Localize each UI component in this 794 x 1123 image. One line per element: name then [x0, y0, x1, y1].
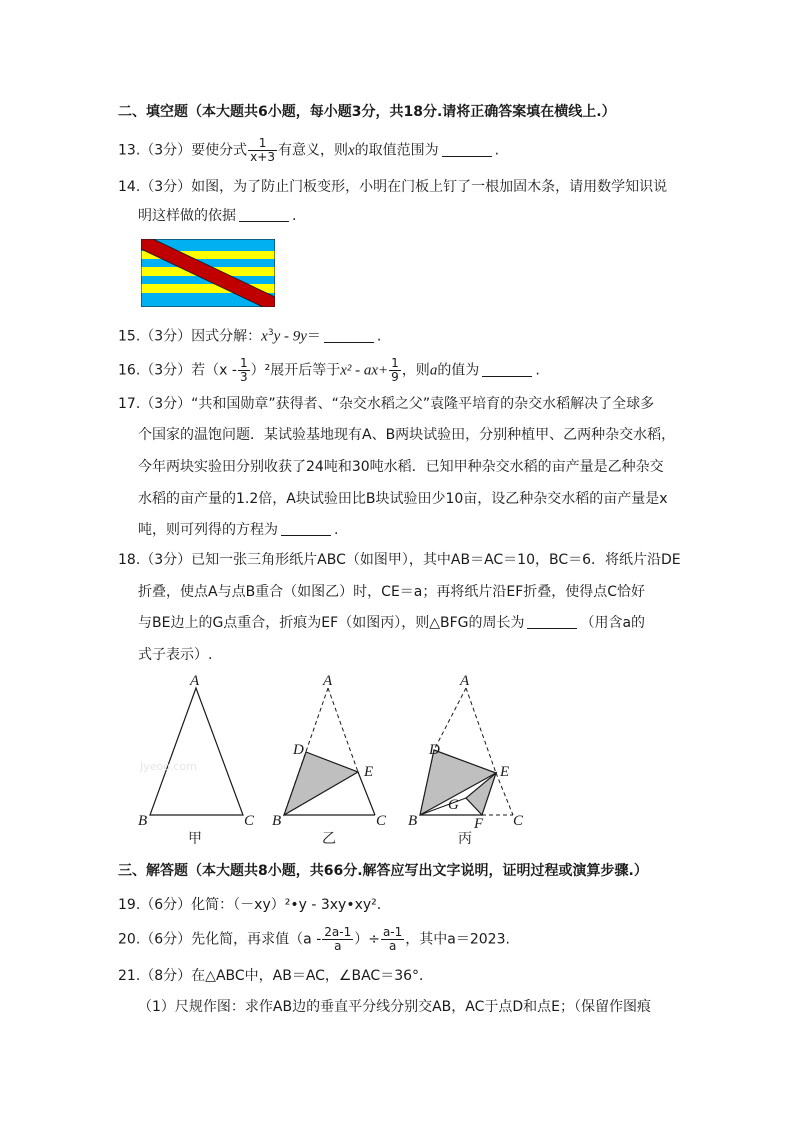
- label-a: A: [323, 673, 333, 689]
- question-17-line1: 17.（3分）“共和国勋章”获得者、“杂交水稻之父”袁隆平培育的杂交水稻解决了全球多: [118, 396, 655, 412]
- question-15: 15.（3分）因式分解：$x^3y - 9y=$ .: [118, 328, 382, 345]
- question-17-line4: 水稻的亩产量的1.2倍，A块试验田比B块试验田少10亩，设乙种杂交水稻的亩产量是x: [138, 491, 668, 507]
- label-b: B: [272, 813, 282, 829]
- answer-blank: [239, 207, 289, 222]
- label-e: E: [364, 764, 374, 780]
- folded-region: [284, 752, 358, 815]
- label-c: C: [513, 813, 524, 829]
- section-title: 二、填空题（本大题共6小题，每小题3分，共18分.请将正确答案填在横线上.）: [118, 104, 616, 120]
- caption-yi: 乙: [322, 831, 336, 847]
- question-18-line1: 18.（3分）已知一张三角形纸片ABC（如图甲），其中AB＝AC＝10，BC＝6．将纸片沿DE: [118, 552, 681, 568]
- question-16: 16.（3分）若（x - $\frac{1}{3}$ ）²展开后等于x² - ax+ $\frac{1}{9}$ ，则a的值为 .: [118, 356, 540, 384]
- label-d: D: [293, 742, 304, 758]
- question-19: 19.（6分）化简：（－xy）²•y - 3xy•xy².: [118, 897, 382, 913]
- fraction: $\frac{1}{x+3}$: [250, 136, 275, 164]
- label-c: C: [244, 813, 255, 829]
- section-title: 三、解答题（本大题共8小题，共66分.解答应写出文字说明，证明过程或演算步骤.）: [118, 863, 648, 879]
- answer-blank: [482, 362, 532, 377]
- question-13: 13.（3分）要使分式 $\frac{1}{x+3}$ 有意义，则x的取值范围为 .: [118, 136, 500, 164]
- question-17-line3: 今年两块实验田分别收获了24吨和30吨水稻．已知甲种杂交水稻的亩产量是乙种杂交: [138, 459, 664, 475]
- label-b: B: [138, 813, 148, 829]
- question-21-line1: 21.（8分）在△ABC中，AB＝AC，∠BAC＝36°．: [118, 968, 434, 984]
- caption-bing: 丙: [458, 831, 472, 847]
- question-14-line2: 明这样做的依据 .: [138, 208, 297, 224]
- label-b: B: [408, 813, 418, 829]
- label-d: D: [429, 742, 440, 758]
- answer-blank: [324, 328, 374, 343]
- door-figure: [141, 239, 275, 307]
- label-e: E: [500, 764, 510, 780]
- label-a: A: [190, 673, 200, 689]
- question-20: 20.（6分）先化简，再求值（a - $\frac{2a-1}{a}$ ）÷ $\frac{a-1}{a}$ ，其中a＝2023.: [118, 925, 510, 953]
- question-18-line2: 折叠，使点A与点B重合（如图乙）时，CE＝a；再将纸片沿EF折叠，使得点C恰好: [138, 584, 646, 600]
- label-g: G: [448, 797, 459, 813]
- answer-blank: [281, 521, 331, 536]
- question-17-line5: 吨，则可列得的方程为 .: [138, 522, 339, 538]
- answer-blank: [442, 142, 492, 157]
- label-f: F: [474, 816, 484, 832]
- question-18-line3: 与BE边上的G点重合，折痕为EF（如图丙），则△BFG的周长为 （用含a的: [138, 615, 646, 631]
- question-17-line2: 个国家的温饱问题．某试验基地现有A、B两块试验田，分别种植甲、乙两种杂交水稻，: [138, 427, 676, 443]
- label-a: A: [460, 673, 470, 689]
- watermark: Jyeoo.com: [140, 760, 197, 773]
- question-21-line2: （1）尺规作图：求作AB边的垂直平分线分别交AB，AC于点D和点E；（保留作图痕: [138, 999, 652, 1015]
- triangle-abc: [150, 688, 243, 815]
- caption-jia: 甲: [188, 831, 202, 847]
- question-18-line4: 式子表示）.: [138, 647, 213, 663]
- answer-blank: [527, 614, 577, 629]
- label-c: C: [376, 813, 387, 829]
- question-14-line1: 14.（3分）如图，为了防止门板变形，小明在门板上钉了一根加固木条，请用数学知识说: [118, 179, 668, 195]
